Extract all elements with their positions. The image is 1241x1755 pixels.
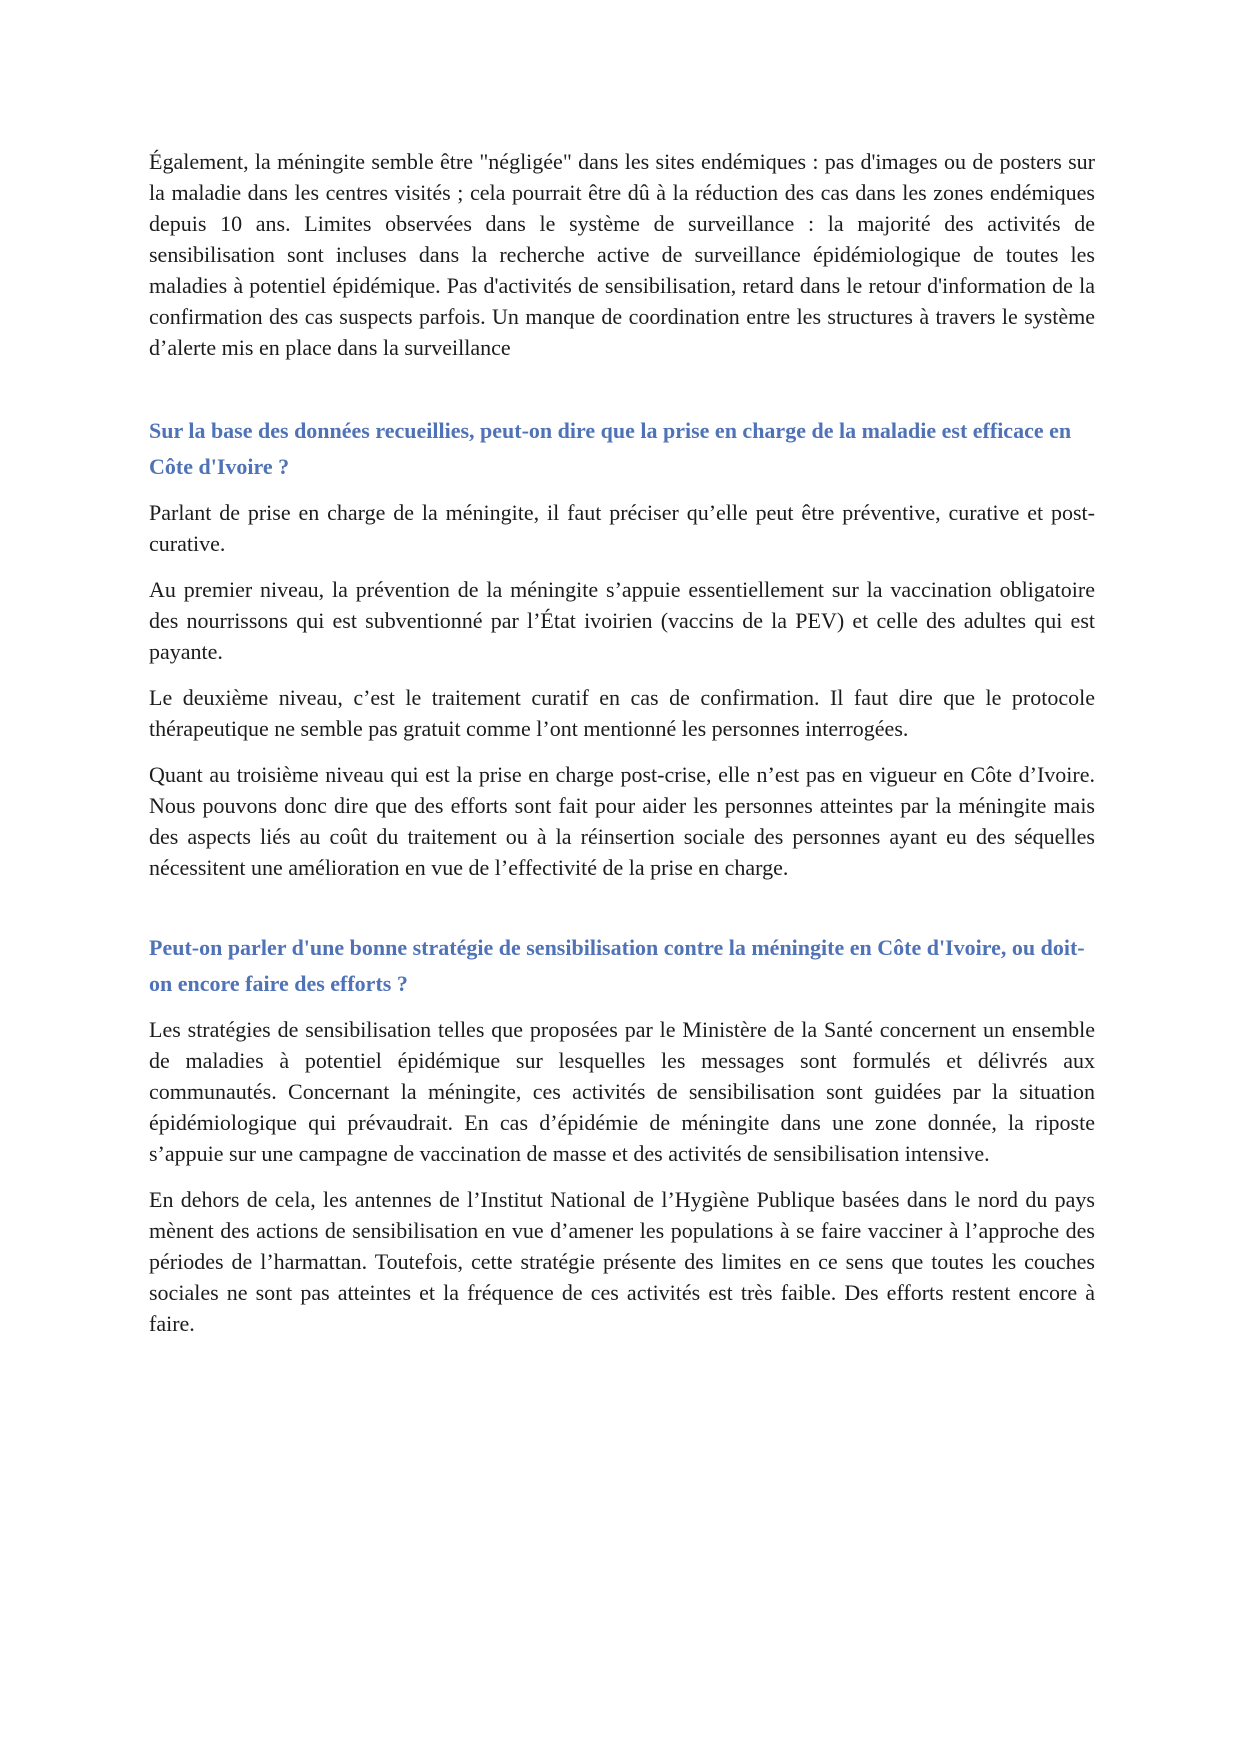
paragraph: Le deuxième niveau, c’est le traitement curatif en cas de confirmation. Il faut dire que le protocole thérapeutique ne semble pas gratuit comme l’ont mentionné les personnes interrogées. — [149, 685, 1095, 741]
paragraph: Au premier niveau, la prévention de la méningite s’appuie essentiellement sur la vaccination obligatoire des nourrissons qui est subventionné par l’État ivoirien (vaccins de la PEV) et celle des adultes qui est payante. — [149, 577, 1095, 664]
paragraph: Les stratégies de sensibilisation telles que proposées par le Ministère de la Santé concernent un ensemble de maladies à potentiel épidémique sur lesquelles les messages sont formulés et délivrés aux communautés. Concernant la méningite, ces activités de sensibilisation sont guidées par la situation épidémiologique qui prévaudrait. En cas d’épidémie de méningite dans une zone donnée, la riposte s’appuie sur une campagne de vaccination de masse et des activités de sensibilisation intensive. — [149, 1017, 1095, 1166]
section-heading-prise-en-charge: Sur la base des données recueillies, peut-on dire que la prise en charge de la maladie est efficace en Côte d'Ivoire ? — [149, 418, 1072, 479]
document-page — [149, 146, 1095, 1354]
intro-paragraph: Également, la méningite semble être "négligée" dans les sites endémiques : pas d'images ou de posters sur la maladie dans les centres visités ; cela pourrait être dû à la réduction des cas dans les zones endémiques depuis 10 ans. Limites observées dans le système de surveillance : la majorité des activités de sensibilisation sont incluses dans la recherche active de surveillance épidémiologique de toutes les maladies à potentiel épidémique. Pas d'activités de sensibilisation, retard dans le retour d'information de la confirmation des cas suspects parfois. Un manque de coordination entre les structures à travers le système d’alerte mis en place dans la surveillance — [149, 149, 1095, 360]
paragraph: En dehors de cela, les antennes de l’Institut National de l’Hygiène Publique basées dans le nord du pays mènent des actions de sensibilisation en vue d’amener les populations à se faire vacciner à l’approche des périodes de l’harmattan. Toutefois, cette stratégie présente des limites en ce sens que toutes les couches sociales ne sont pas atteintes et la fréquence de ces activités est très faible. Des efforts restent encore à faire. — [149, 1187, 1095, 1336]
paragraph: Parlant de prise en charge de la méningite, il faut préciser qu’elle peut être préventive, curative et post-curative. — [149, 500, 1095, 556]
section-heading-sensibilisation: Peut-on parler d'une bonne stratégie de sensibilisation contre la méningite en Côte d'Ivoire, ou doit-on encore faire des efforts ? — [149, 935, 1085, 996]
paragraph: Quant au troisième niveau qui est la prise en charge post-crise, elle n’est pas en vigueur en Côte d’Ivoire. Nous pouvons donc dire que des efforts sont fait pour aider les personnes atteintes par la méningite mais des aspects liés au coût du traitement ou à la réinsertion sociale des personnes ayant eu des séquelles nécessitent une amélioration en vue de l’effectivité de la prise en charge. — [149, 762, 1095, 880]
